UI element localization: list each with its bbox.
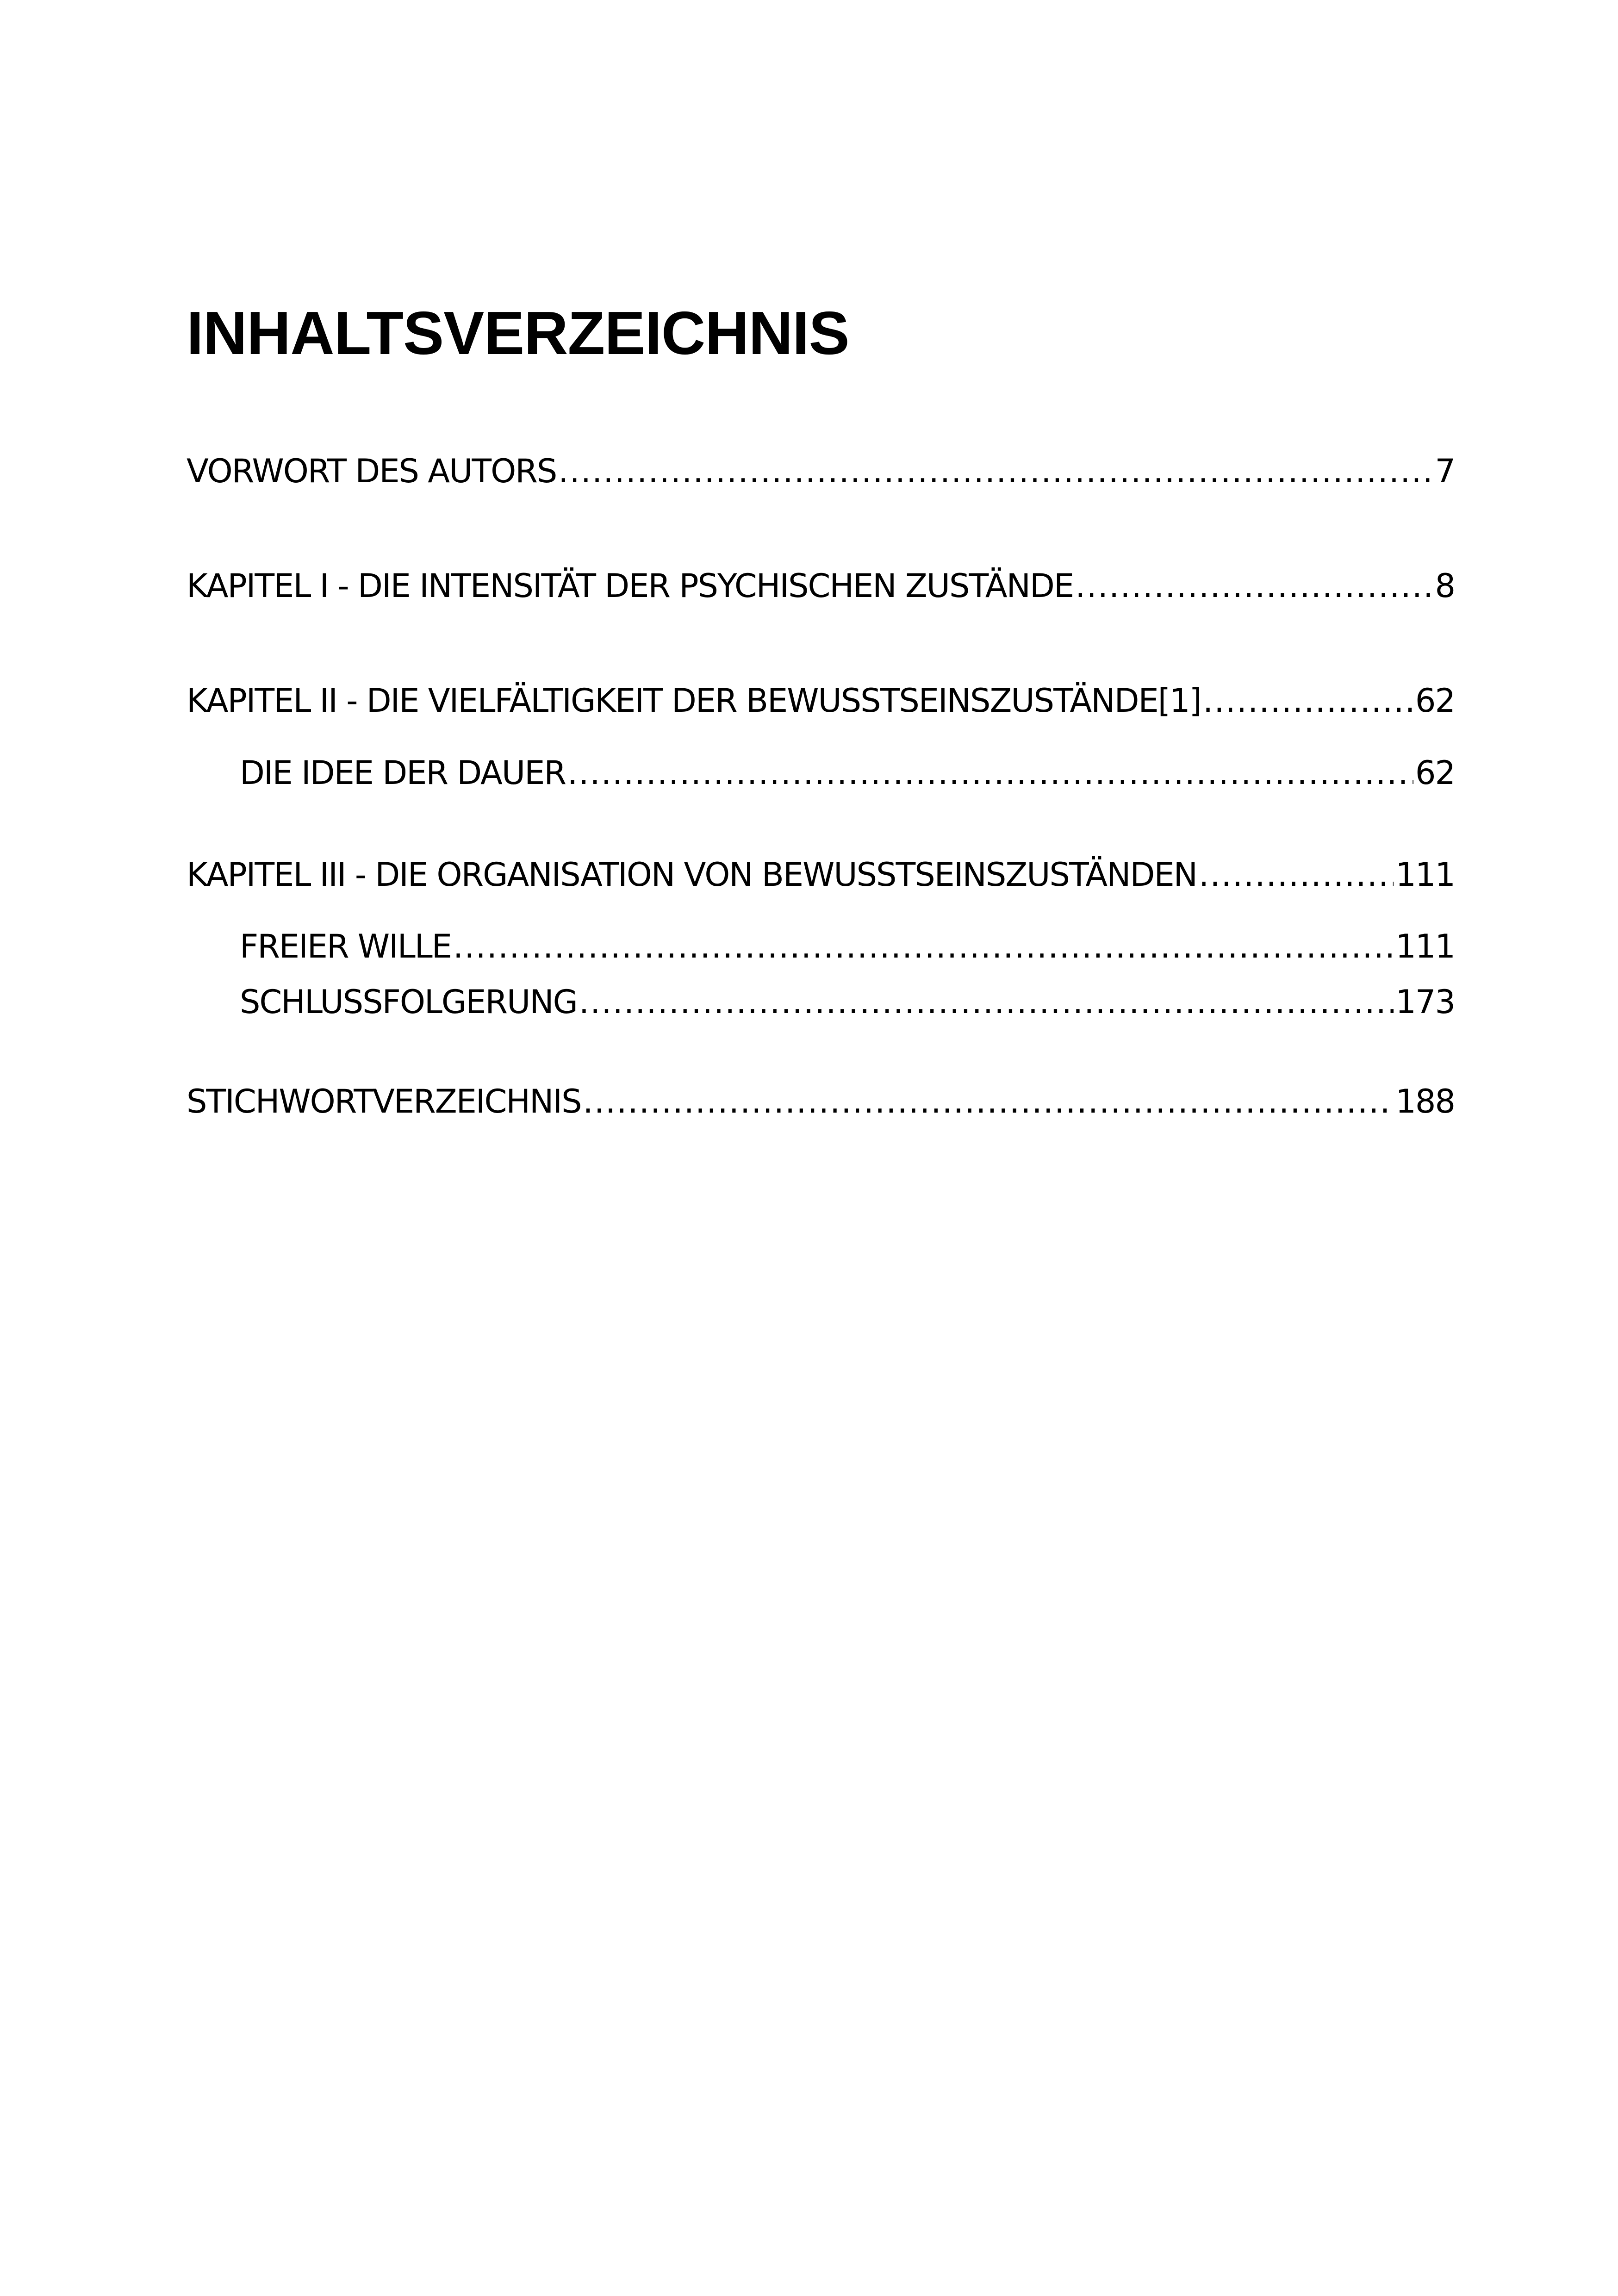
toc-page-number: 62 bbox=[1415, 754, 1455, 792]
toc-dot-leader bbox=[583, 1078, 1394, 1125]
toc-page-number: 111 bbox=[1395, 856, 1455, 894]
toc-entry-idee-der-dauer[interactable] bbox=[240, 750, 1455, 796]
toc-dot-leader bbox=[558, 448, 1433, 494]
toc-entry-label: KAPITEL I - DIE INTENSITÄT DER PSYCHISCHEN ZUSTÄNDE bbox=[187, 567, 1074, 605]
toc-dot-leader bbox=[1203, 678, 1413, 724]
toc-entry-freier-wille[interactable] bbox=[240, 923, 1455, 970]
toc-entry-stichwortverzeichnis[interactable] bbox=[187, 1078, 1455, 1125]
toc-entry-label: SCHLUSSFOLGERUNG bbox=[240, 983, 577, 1021]
toc-entry-label: KAPITEL II - DIE VIELFÄLTIGKEIT DER BEWUSSTSEINSZUSTÄNDE[1] bbox=[187, 682, 1201, 720]
toc-dot-leader bbox=[1075, 563, 1433, 609]
toc-entry-vorwort[interactable] bbox=[187, 448, 1455, 494]
toc-page-number: 8 bbox=[1435, 567, 1455, 605]
toc-page-number: 188 bbox=[1395, 1083, 1455, 1120]
toc-page-number: 111 bbox=[1395, 927, 1455, 965]
toc-page-number: 173 bbox=[1395, 983, 1455, 1021]
toc-page-number: 62 bbox=[1415, 682, 1455, 720]
toc-dot-leader bbox=[579, 979, 1394, 1025]
toc-entry-kapitel-1[interactable] bbox=[187, 563, 1455, 609]
toc-dot-leader bbox=[453, 923, 1394, 970]
toc-dot-leader bbox=[567, 750, 1413, 796]
toc-page-number: 7 bbox=[1435, 452, 1455, 490]
toc-entry-label: DIE IDEE DER DAUER bbox=[240, 754, 566, 792]
toc-entry-label: STICHWORTVERZEICHNIS bbox=[187, 1083, 581, 1120]
toc-dot-leader bbox=[1199, 852, 1394, 898]
toc-entry-label: FREIER WILLE bbox=[240, 927, 451, 965]
page-title: INHALTSVERZEICHNIS bbox=[187, 299, 849, 367]
toc-entry-kapitel-2[interactable] bbox=[187, 678, 1455, 724]
toc-entry-label: VORWORT DES AUTORS bbox=[187, 452, 557, 490]
toc-entry-schlussfolgerung[interactable] bbox=[240, 979, 1455, 1025]
toc-entry-kapitel-3[interactable] bbox=[187, 852, 1455, 898]
toc-entry-label: KAPITEL III - DIE ORGANISATION VON BEWUSSTSEINSZUSTÄNDEN bbox=[187, 856, 1197, 894]
